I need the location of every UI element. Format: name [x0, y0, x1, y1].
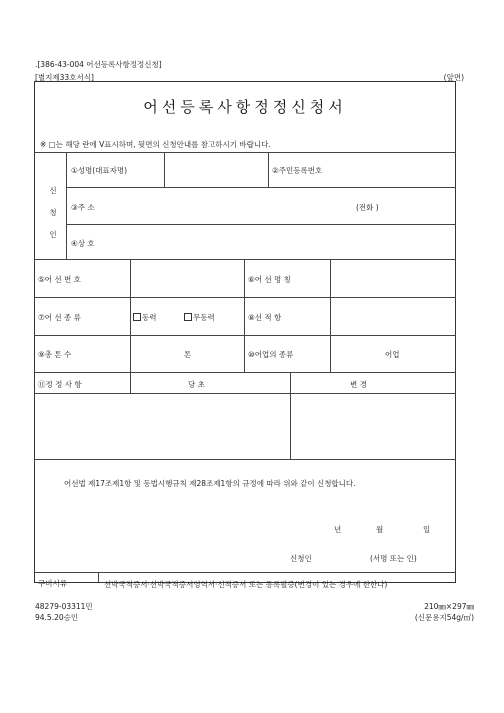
powered-option[interactable]: 동력: [133, 312, 157, 323]
powered-checkbox[interactable]: [133, 313, 141, 321]
unpowered-checkbox[interactable]: [184, 313, 192, 321]
phone-label: (전화 ): [356, 203, 379, 212]
form-frame: [34, 81, 456, 583]
form-number: [별지제33호서식]: [35, 73, 94, 82]
front-side-label: (앞면): [443, 73, 464, 82]
year-label: 년: [334, 525, 342, 534]
grid-line: [34, 259, 456, 260]
month-label: 월: [376, 525, 384, 534]
correction-label: ⑪정 정 사 항: [38, 380, 82, 389]
vessel-name-label: ⑥어 선 명 칭: [248, 275, 291, 284]
grid-line: [330, 259, 331, 372]
footer-approval: 94.5.20승인: [35, 613, 79, 622]
port-label: ⑧선 적 항: [248, 313, 282, 322]
address-label: ③주 소: [71, 203, 95, 212]
grid-line: [34, 152, 456, 153]
instruction-note: ※ □는 해당 란에 V표시하며, 뒷면의 신청안내를 참고하시기 바랍니다.: [40, 140, 271, 149]
signature-label: (서명 또는 인): [370, 554, 417, 563]
day-label: 일: [423, 525, 431, 534]
grid-line: [98, 572, 99, 583]
fishery-unit: 어업: [385, 350, 400, 359]
footer-paper-size: 210㎜×297㎜: [424, 602, 474, 611]
grid-line: [34, 297, 456, 298]
grid-line: [66, 152, 67, 259]
unpowered-option[interactable]: 무동력: [184, 312, 215, 323]
grid-line: [164, 152, 165, 187]
grid-line: [34, 393, 456, 394]
attachments-label: 구비서류: [38, 579, 67, 588]
page-title: 어선등록사항정정신청서: [143, 98, 347, 116]
name-label: ①성명(대표자명): [71, 166, 128, 175]
grid-line: [34, 459, 456, 460]
tonnage-label: ⑨총 톤 수: [38, 350, 72, 359]
applicant-sign-label: 신청인: [290, 554, 312, 563]
changed-label: 변 경: [350, 380, 367, 389]
original-label: 당 초: [188, 380, 205, 389]
grid-line: [268, 152, 269, 187]
fishery-type-label: ⑩어업의 종류: [248, 350, 294, 359]
vessel-number-label: ⑤어 선 번 호: [38, 275, 81, 284]
attachments-text: 선박국적증서·선박국적증서영역서·신적증서 또는 등록필증(변경이 있는 경우에 한한다): [104, 580, 388, 589]
grid-line: [66, 187, 456, 188]
grid-line: [66, 224, 456, 225]
grid-line: [244, 259, 245, 372]
grid-line: [34, 335, 456, 336]
trade-name-label: ④상 호: [71, 239, 95, 248]
applicant-section-label: 신 청 인: [49, 186, 57, 239]
resident-number-label: ②주민등록번호: [272, 166, 323, 175]
form-code: .[386-43-004 어선등록사항정정신청]: [35, 60, 162, 69]
vessel-type-label: ⑦어 선 종 류: [38, 313, 81, 322]
footer-paper-type: (신문용지54g/㎡): [414, 613, 474, 622]
footer-code: 48279-03311민: [35, 602, 93, 611]
grid-line: [290, 372, 291, 459]
grid-line: [130, 259, 131, 393]
grid-line: [34, 372, 456, 373]
tonnage-unit: 톤: [184, 350, 192, 359]
declaration-text: 어선법 제17조제1항 및 동법시행규칙 제28조제1항의 규정에 따라 위와 같이 신청합니다.: [64, 479, 356, 488]
